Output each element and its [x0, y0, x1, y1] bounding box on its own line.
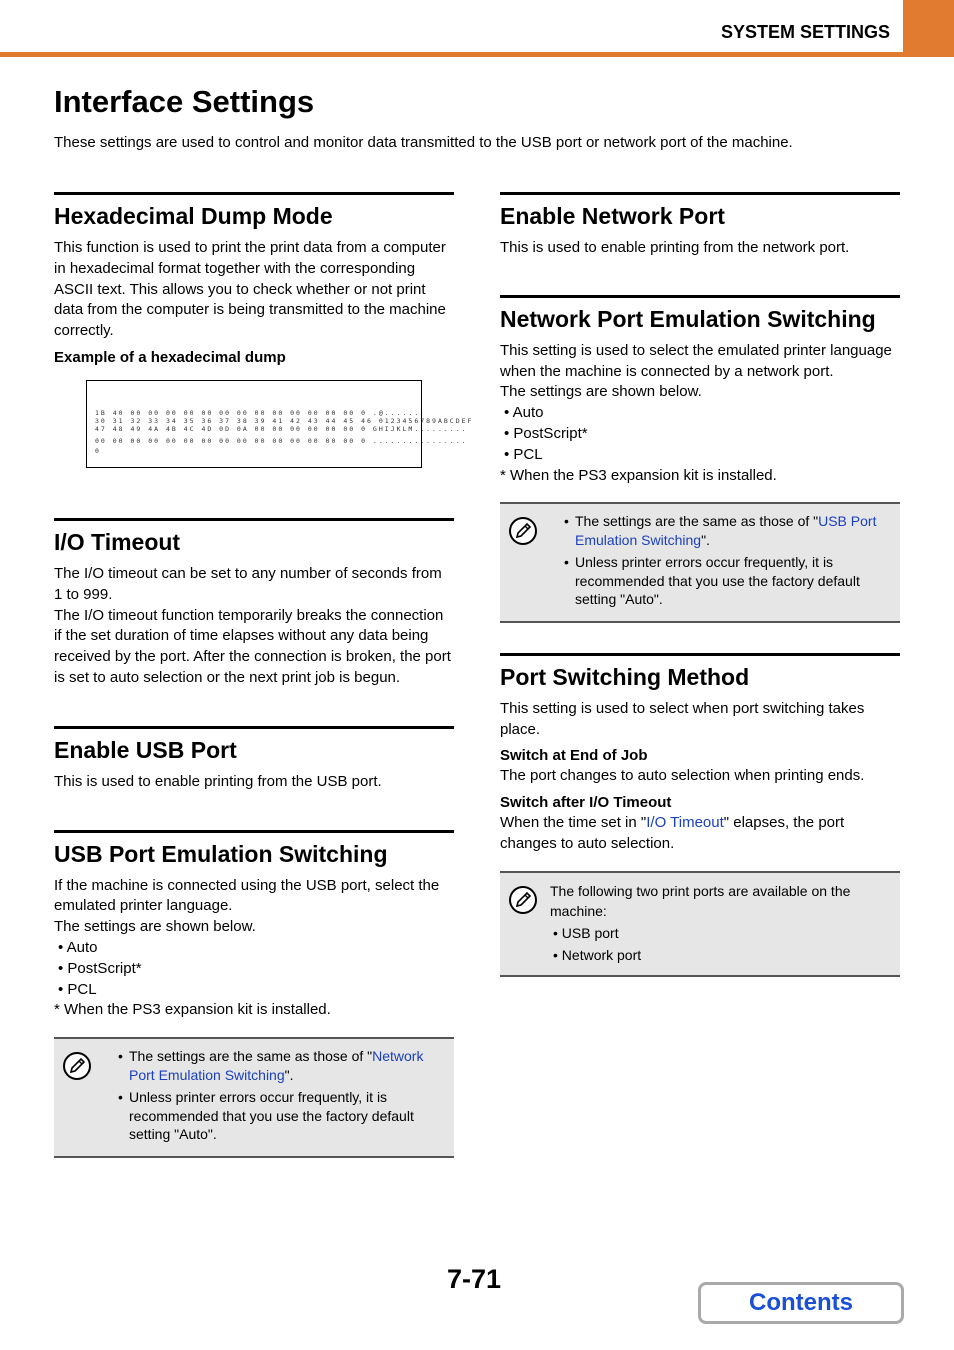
hex-heading: Hexadecimal Dump Mode — [54, 203, 333, 229]
hex-body: This function is used to print the print data from a computer in hexadecimal format together with the corresponding ASCII text. This allows you to check whether or not print data from the computer is being transmitted to the machine correctly. — [54, 239, 446, 340]
note-box-network — [500, 502, 900, 623]
list-item: • Auto — [504, 404, 544, 422]
usb-body: This is used to enable printing from the USB port. — [54, 772, 382, 790]
link-network-port-emulation[interactable]: Network Port Emulation Switching — [129, 1048, 424, 1083]
pencil-note-icon — [62, 1051, 92, 1081]
page-title: Interface Settings — [54, 84, 315, 119]
list-item: • PCL — [58, 980, 97, 998]
section-io-timeout — [54, 518, 454, 689]
usb-emul-body-1: If the machine is connected using the USB port, select the emulated printer language. — [54, 876, 440, 915]
list-item: • PCL — [504, 445, 543, 463]
psm-heading: Port Switching Method — [500, 663, 750, 690]
io-body-2: The I/O timeout function temporarily breaks the connection if the set duration of time elapses without any data being received by the port. After the connection is broken, the port is set to auto selection or the next print job is begun. — [54, 606, 451, 686]
note-item — [118, 1047, 446, 1084]
net-heading: Enable Network Port — [500, 203, 725, 229]
note-item — [564, 512, 892, 549]
usb-emul-body-2: The settings are shown below. — [54, 918, 256, 936]
psm-sub-1: Switch at End of Job — [500, 747, 648, 765]
link-usb-port-emulation[interactable]: USB Port Emulation Switching — [575, 513, 877, 548]
left-column — [54, 192, 474, 1158]
note-text: The settings are the same as those of " — [575, 513, 819, 530]
psm-body: This setting is used to select when port switching takes place. — [500, 699, 865, 738]
net-emul-body-1: This setting is used to select the emulated printer language when the machine is connected by a network port. — [500, 341, 892, 380]
psm-sub-1-body: The port changes to auto selection when printing ends. — [500, 767, 865, 785]
pencil-note-icon — [508, 516, 538, 546]
hex-dump-example-image: 1B 40 00 00 00 00 00 00 00 00 00 00 00 00 00 0 .@...... 30 31 32 33 34 35 36 37 38 39 41 42 43 44 45 46 0123456789ABCDEF 47 48 49 4A 4B 4C 4D 0D 0A 00 00 00 00 00 00 0 GHIJKLM......... 00 00 00 00 00 00 00 00 00 00 00 00 00 00 00 0 ................ 0 — [86, 380, 422, 468]
usb-emul-heading: USB Port Emulation Switching — [54, 840, 388, 867]
net-emul-footnote: * When the PS3 expansion kit is installed. — [500, 466, 777, 484]
list-item: • Auto — [58, 938, 98, 956]
psm-sub-2-body — [500, 813, 900, 855]
note-text: ". — [701, 531, 710, 548]
contents-button[interactable]: Contents — [698, 1282, 904, 1324]
list-item: • PostScript* — [58, 959, 142, 977]
note-box-ports — [500, 871, 900, 977]
net-emul-body-2: The settings are shown below. — [500, 383, 702, 401]
page-number: 7-71 — [447, 1264, 502, 1294]
note-item: • Unless printer errors occur frequently, it is recommended that you use the factory default setting "Auto". — [564, 553, 892, 609]
section-network-emulation — [500, 295, 900, 487]
note-text: ". — [284, 1066, 294, 1083]
psm-text: " elapses, the port changes to auto selection. — [500, 814, 845, 853]
header-bar — [0, 0, 954, 58]
section-port-switching — [500, 653, 900, 855]
list-item: • PostScript* — [504, 424, 588, 442]
header-tab — [903, 0, 954, 57]
section-usb-emulation — [54, 830, 454, 1022]
right-column — [500, 192, 900, 977]
note-ports-text: The following two print ports are available on the machine: — [550, 882, 851, 919]
net-emul-heading: Network Port Emulation Switching — [500, 305, 876, 332]
section-title: SYSTEM SETTINGS — [720, 22, 890, 42]
note-item: • Unless printer errors occur frequently, it is recommended that you use the factory default setting "Auto". — [118, 1088, 446, 1144]
net-body: This is used to enable printing from the network port. — [500, 239, 850, 256]
section-enable-network — [500, 192, 900, 259]
pencil-note-icon — [508, 885, 538, 915]
io-body-1: The I/O timeout can be set to any number of seconds from 1 to 999. — [54, 564, 442, 603]
intro-text: These settings are used to control and monitor data transmitted to the USB port or network port of the machine. — [54, 134, 793, 151]
note-box-usb — [54, 1037, 454, 1158]
usb-heading: Enable USB Port — [54, 736, 237, 763]
note-port-usb: • USB port — [553, 924, 619, 941]
section-enable-usb — [54, 726, 454, 793]
hex-example-label: Example of a hexadecimal dump — [54, 348, 286, 366]
io-heading: I/O Timeout — [54, 528, 181, 555]
usb-emul-footnote: * When the PS3 expansion kit is installed. — [54, 1001, 331, 1019]
link-io-timeout[interactable]: I/O Timeout — [646, 814, 724, 832]
note-port-network: • Network port — [553, 946, 642, 963]
header-rule — [0, 52, 903, 57]
psm-text: When the time set in " — [500, 814, 647, 832]
usb-emul-options — [54, 938, 454, 1000]
psm-sub-2: Switch after I/O Timeout — [500, 794, 672, 812]
section-hex-dump — [54, 192, 474, 468]
note-text: The settings are the same as those of " — [129, 1048, 373, 1065]
net-emul-options — [500, 403, 900, 465]
